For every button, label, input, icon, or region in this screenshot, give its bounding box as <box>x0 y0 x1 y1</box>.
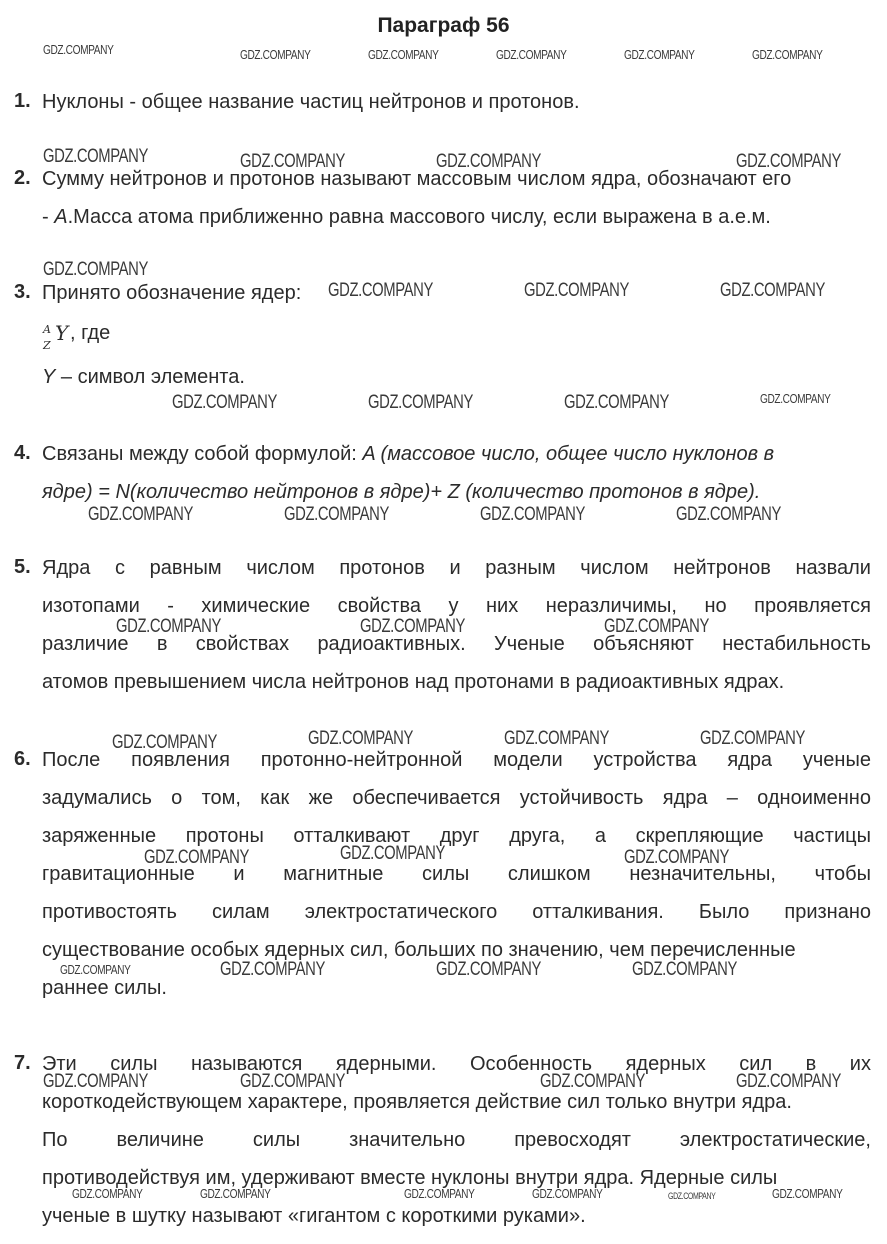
item-text: короткодействующем характере, проявляется действие сил только внутри ядра. <box>42 1091 792 1113</box>
word: После <box>42 749 101 771</box>
word: друг <box>439 825 480 847</box>
item-text <box>42 900 871 924</box>
word: силам <box>211 901 270 923</box>
word: – <box>726 787 738 809</box>
item-number: 1. <box>14 90 31 112</box>
watermark: GDZ.COMPANY <box>144 847 249 868</box>
item-text <box>42 1128 871 1152</box>
word: числом <box>246 557 315 579</box>
watermark: GDZ.COMPANY <box>116 616 221 637</box>
watermark: GDZ.COMPANY <box>532 1186 603 1201</box>
word: ядерными. <box>335 1053 437 1075</box>
item-text <box>42 824 871 848</box>
word: сил <box>739 1053 773 1075</box>
watermark: GDZ.COMPANY <box>772 1186 843 1201</box>
item-text <box>42 594 871 618</box>
item-text: Связаны между собой формулой: A (массовое число, общее число нуклонов в <box>42 443 775 465</box>
watermark: GDZ.COMPANY <box>360 616 465 637</box>
word: противостоять <box>42 901 177 923</box>
word: электростатические, <box>679 1129 871 1151</box>
watermark: GDZ.COMPANY <box>368 392 473 413</box>
word: силы <box>252 1129 301 1151</box>
word: ученые <box>802 749 871 771</box>
word: и <box>233 863 245 885</box>
watermark: GDZ.COMPANY <box>368 47 439 62</box>
word: значительно <box>349 1129 466 1151</box>
word: нейтронов <box>673 557 771 579</box>
watermark: GDZ.COMPANY <box>752 47 823 62</box>
watermark: GDZ.COMPANY <box>43 259 148 280</box>
word: величине <box>116 1129 204 1151</box>
word: у <box>448 595 459 617</box>
nucleus-notation: A Z Y , где <box>42 321 871 349</box>
word: По <box>42 1129 68 1151</box>
watermark: GDZ.COMPANY <box>504 728 609 749</box>
item-text: Сумму нейтронов и протонов называют массовым числом ядра, обозначают его <box>42 168 792 190</box>
watermark: GDZ.COMPANY <box>624 47 695 62</box>
word: свойствах <box>195 633 290 655</box>
word: скрепляющие <box>635 825 764 847</box>
watermark: GDZ.COMPANY <box>436 959 541 980</box>
page-title: Параграф 56 <box>377 14 510 37</box>
mass-number-symbol: A <box>43 323 51 336</box>
item-text: - A.Масса атома приближенно равна массового числу, если выражена в а.е.м. <box>42 206 771 228</box>
word: них <box>485 595 519 617</box>
watermark: GDZ.COMPANY <box>736 1071 841 1092</box>
word: Ядра <box>42 557 91 579</box>
word: частицы <box>793 825 871 847</box>
word: чтобы <box>814 863 871 885</box>
word: радиоактивных. <box>317 633 466 655</box>
word: но <box>704 595 727 617</box>
item-text <box>42 556 871 580</box>
word: протонов <box>339 557 425 579</box>
word: в <box>805 1053 817 1075</box>
watermark: GDZ.COMPANY <box>220 959 325 980</box>
watermark: GDZ.COMPANY <box>328 280 433 301</box>
element-symbol: Y <box>55 321 69 345</box>
word: устойчивость <box>519 787 644 809</box>
word: о <box>171 787 183 809</box>
word: силы <box>422 863 470 885</box>
word: устройства <box>593 749 697 771</box>
item-text: Y – символ элемента. <box>42 366 245 388</box>
item-text: существование особых ядерных сил, больших по значению, чем перечисленные <box>42 939 796 961</box>
word: проявляется <box>754 595 871 617</box>
watermark: GDZ.COMPANY <box>240 1071 345 1092</box>
item-text: Принято обозначение ядер: <box>42 282 302 304</box>
word: том, <box>201 787 241 809</box>
watermark: GDZ.COMPANY <box>284 504 389 525</box>
item-text: ядре) = N(количество нейтронов в ядре)+ Z (количество протонов в ядре). <box>42 481 761 503</box>
watermark: GDZ.COMPANY <box>60 962 131 977</box>
word: Особенность <box>470 1053 593 1075</box>
word: заряженные <box>42 825 157 847</box>
atomic-number-symbol: Z <box>43 339 51 352</box>
watermark: GDZ.COMPANY <box>72 1186 143 1201</box>
word: протоны <box>185 825 264 847</box>
watermark: GDZ.COMPANY <box>720 280 825 301</box>
word: Эти <box>42 1053 77 1075</box>
item-text: Нуклоны - общее название частиц нейтронов и протонов. <box>42 91 580 113</box>
word: обеспечивается <box>352 787 501 809</box>
watermark: GDZ.COMPANY <box>240 151 345 172</box>
word: задумались <box>42 787 152 809</box>
word: появления <box>131 749 230 771</box>
word: магнитные <box>283 863 384 885</box>
watermark: GDZ.COMPANY <box>700 728 805 749</box>
word: назвали <box>795 557 871 579</box>
word: числом <box>580 557 649 579</box>
word: химические <box>201 595 311 617</box>
item-number: 7. <box>14 1052 31 1074</box>
word: в <box>156 633 168 655</box>
word: ядра <box>662 787 708 809</box>
word: модели <box>493 749 563 771</box>
word: одноименно <box>757 787 871 809</box>
watermark: GDZ.COMPANY <box>340 843 445 864</box>
word: превосходят <box>514 1129 631 1151</box>
word: их <box>849 1053 871 1075</box>
item-number: 5. <box>14 556 31 578</box>
word: свойства <box>337 595 421 617</box>
word: гравитационные <box>42 863 195 885</box>
watermark: GDZ.COMPANY <box>668 1191 716 1201</box>
watermark: GDZ.COMPANY <box>436 151 541 172</box>
watermark: GDZ.COMPANY <box>43 146 148 167</box>
word: отталкивания. <box>532 901 664 923</box>
word: незначительны, <box>629 863 776 885</box>
item-number: 3. <box>14 281 31 303</box>
word: называются <box>190 1053 303 1075</box>
watermark: GDZ.COMPANY <box>632 959 737 980</box>
watermark: GDZ.COMPANY <box>676 504 781 525</box>
word: и <box>449 557 461 579</box>
item-number: 6. <box>14 748 31 770</box>
watermark: GDZ.COMPANY <box>43 42 114 57</box>
word: изотопами <box>42 595 140 617</box>
word: с <box>115 557 125 579</box>
watermark: GDZ.COMPANY <box>736 151 841 172</box>
watermark: GDZ.COMPANY <box>43 1071 148 1092</box>
word: электростатического <box>304 901 498 923</box>
word: признано <box>784 901 871 923</box>
word: Было <box>698 901 750 923</box>
item-text: противодействуя им, удерживают вместе нуклоны внутри ядра. Ядерные силы <box>42 1167 778 1189</box>
word: неразличимы, <box>545 595 677 617</box>
watermark: GDZ.COMPANY <box>200 1186 271 1201</box>
watermark: GDZ.COMPANY <box>540 1071 645 1092</box>
word: Ученые <box>493 633 565 655</box>
word: различие <box>42 633 129 655</box>
item-text: атомов превышением числа нейтронов над протонами в радиоактивных ядрах. <box>42 671 785 693</box>
word: отталкивают <box>293 825 411 847</box>
watermark: GDZ.COMPANY <box>760 391 831 406</box>
word: силы <box>110 1053 158 1075</box>
word: ядерных <box>625 1053 706 1075</box>
watermark: GDZ.COMPANY <box>308 728 413 749</box>
word: ядра <box>727 749 773 771</box>
word: равным <box>149 557 222 579</box>
watermark: GDZ.COMPANY <box>564 392 669 413</box>
word: слишком <box>507 863 591 885</box>
watermark: GDZ.COMPANY <box>112 732 217 753</box>
word: - <box>167 595 174 617</box>
word: протонно-нейтронной <box>260 749 463 771</box>
item-number: 4. <box>14 442 31 464</box>
word: друга, <box>509 825 566 847</box>
item-text <box>42 786 871 810</box>
watermark: GDZ.COMPANY <box>240 47 311 62</box>
watermark: GDZ.COMPANY <box>480 504 585 525</box>
watermark: GDZ.COMPANY <box>172 392 277 413</box>
word: нестабильность <box>722 633 871 655</box>
word: как <box>260 787 290 809</box>
watermark: GDZ.COMPANY <box>624 847 729 868</box>
watermark: GDZ.COMPANY <box>404 1186 475 1201</box>
word: же <box>308 787 334 809</box>
item-text: ученые в шутку называют «гигантом с короткими руками». <box>42 1205 586 1227</box>
word: объясняют <box>593 633 694 655</box>
watermark: GDZ.COMPANY <box>88 504 193 525</box>
word: а <box>594 825 606 847</box>
watermark: GDZ.COMPANY <box>496 47 567 62</box>
watermark: GDZ.COMPANY <box>524 280 629 301</box>
item-text: раннее силы. <box>42 977 167 999</box>
watermark: GDZ.COMPANY <box>604 616 709 637</box>
item-number: 2. <box>14 167 31 189</box>
word: разным <box>485 557 556 579</box>
